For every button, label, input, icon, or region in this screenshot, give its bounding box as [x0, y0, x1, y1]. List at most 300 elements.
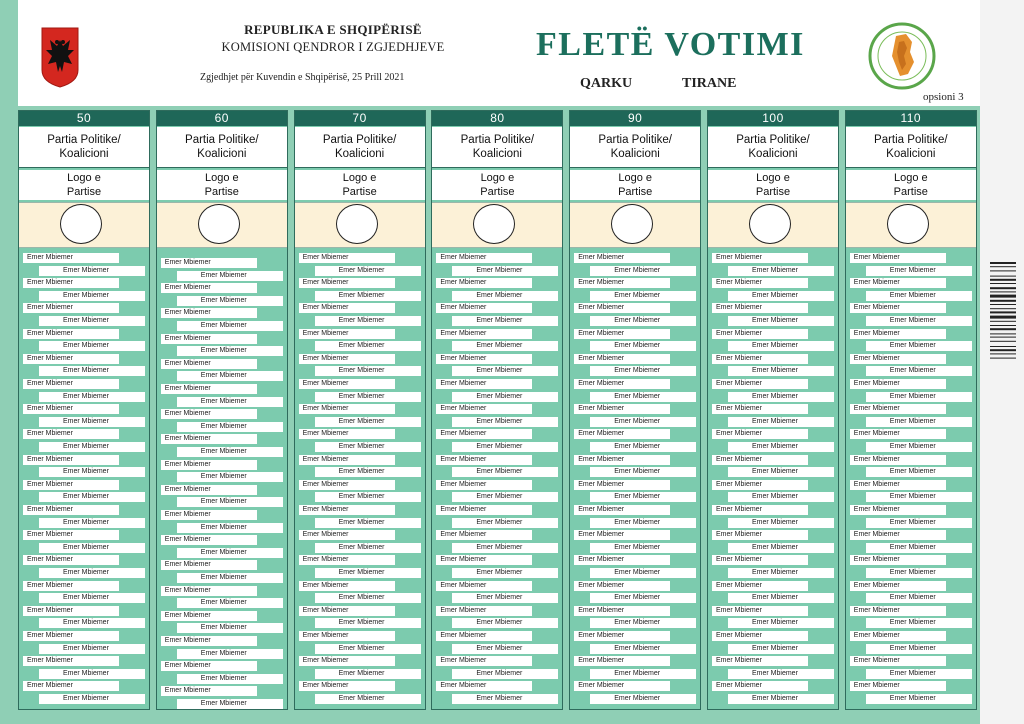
candidate-name[interactable]: Emer Mbiemer	[436, 505, 532, 515]
candidate-name[interactable]: Emer Mbiemer	[299, 303, 395, 313]
party-column	[569, 110, 701, 710]
candidate-name[interactable]: Emer Mbiemer	[452, 618, 558, 628]
candidate-name[interactable]: Emer Mbiemer	[177, 598, 283, 608]
candidate-name[interactable]: Emer Mbiemer	[315, 644, 421, 654]
candidate-name[interactable]: Emer Mbiemer	[39, 417, 145, 427]
candidate-name[interactable]: Emer Mbiemer	[315, 392, 421, 402]
candidate-name[interactable]: Emer Mbiemer	[177, 346, 283, 356]
candidate-name[interactable]: Emer Mbiemer	[866, 316, 972, 326]
candidate-name[interactable]: Emer Mbiemer	[866, 593, 972, 603]
candidate-name[interactable]: Emer Mbiemer	[39, 543, 145, 553]
candidate-name[interactable]: Emer Mbiemer	[299, 480, 395, 490]
candidate-name[interactable]: Emer Mbiemer	[23, 606, 119, 616]
candidate-name[interactable]: Emer Mbiemer	[39, 266, 145, 276]
candidate-name[interactable]: Emer Mbiemer	[590, 316, 696, 326]
party-name-text: Partia Politike/ Koalicioni	[47, 134, 121, 160]
candidate-name[interactable]: Emer Mbiemer	[39, 644, 145, 654]
candidate-name[interactable]: Emer Mbiemer	[850, 354, 946, 364]
party-column	[707, 110, 839, 710]
candidate-name[interactable]: Emer Mbiemer	[712, 581, 808, 591]
candidate-name[interactable]: Emer Mbiemer	[299, 555, 395, 565]
candidate-name[interactable]: Emer Mbiemer	[161, 636, 257, 646]
candidate-name[interactable]: Emer Mbiemer	[436, 606, 532, 616]
candidate-name[interactable]: Emer Mbiemer	[574, 656, 670, 666]
candidate-name[interactable]: Emer Mbiemer	[866, 417, 972, 427]
candidate-name[interactable]: Emer Mbiemer	[436, 581, 532, 591]
candidate-name[interactable]: Emer Mbiemer	[728, 568, 834, 578]
candidate-name[interactable]: Emer Mbiemer	[299, 505, 395, 515]
candidate-name[interactable]: Emer Mbiemer	[161, 384, 257, 394]
candidate-name[interactable]: Emer Mbiemer	[712, 404, 808, 414]
candidate-name[interactable]: Emer Mbiemer	[161, 510, 257, 520]
candidate-name[interactable]: Emer Mbiemer	[712, 480, 808, 490]
vote-area	[19, 202, 149, 248]
vote-circle[interactable]	[749, 204, 791, 244]
candidate-name[interactable]: Emer Mbiemer	[161, 283, 257, 293]
candidate-name[interactable]: Emer Mbiemer	[866, 518, 972, 528]
candidate-name[interactable]: Emer Mbiemer	[452, 669, 558, 679]
candidate-name[interactable]: Emer Mbiemer	[574, 303, 670, 313]
candidate-name[interactable]: Emer Mbiemer	[850, 253, 946, 263]
candidate-name[interactable]: Emer Mbiemer	[23, 329, 119, 339]
candidate-name[interactable]: Emer Mbiemer	[23, 656, 119, 666]
candidate-name[interactable]: Emer Mbiemer	[315, 618, 421, 628]
candidate-name[interactable]: Emer Mbiemer	[161, 258, 257, 268]
candidate-name[interactable]: Emer Mbiemer	[177, 674, 283, 684]
party-column	[431, 110, 563, 710]
candidate-name[interactable]: Emer Mbiemer	[436, 429, 532, 439]
candidate-name[interactable]: Emer Mbiemer	[299, 404, 395, 414]
candidate-name[interactable]: Emer Mbiemer	[23, 530, 119, 540]
candidate-name[interactable]: Emer Mbiemer	[161, 460, 257, 470]
candidate-name[interactable]: Emer Mbiemer	[712, 278, 808, 288]
candidate-name[interactable]: Emer Mbiemer	[177, 422, 283, 432]
candidate-name[interactable]: Emer Mbiemer	[177, 271, 283, 281]
candidate-name[interactable]: Emer Mbiemer	[161, 611, 257, 621]
party-column	[18, 110, 150, 710]
candidate-name[interactable]: Emer Mbiemer	[590, 568, 696, 578]
candidate-name[interactable]: Emer Mbiemer	[452, 492, 558, 502]
candidate-name[interactable]: Emer Mbiemer	[23, 455, 119, 465]
candidate-name[interactable]: Emer Mbiemer	[590, 442, 696, 452]
candidate-name[interactable]: Emer Mbiemer	[850, 530, 946, 540]
candidate-name[interactable]: Emer Mbiemer	[23, 404, 119, 414]
candidate-name[interactable]: Emer Mbiemer	[866, 492, 972, 502]
candidate-name[interactable]: Emer Mbiemer	[436, 278, 532, 288]
candidate-name[interactable]: Emer Mbiemer	[574, 429, 670, 439]
candidate-name[interactable]: Emer Mbiemer	[866, 618, 972, 628]
candidate-name[interactable]: Emer Mbiemer	[161, 586, 257, 596]
candidate-name[interactable]: Emer Mbiemer	[728, 492, 834, 502]
candidate-name[interactable]: Emer Mbiemer	[866, 266, 972, 276]
candidate-name[interactable]: Emer Mbiemer	[315, 366, 421, 376]
candidate-name[interactable]: Emer Mbiemer	[39, 518, 145, 528]
candidate-name[interactable]: Emer Mbiemer	[728, 417, 834, 427]
vote-area	[708, 202, 838, 248]
candidate-name[interactable]: Emer Mbiemer	[161, 308, 257, 318]
candidate-name[interactable]: Emer Mbiemer	[452, 593, 558, 603]
candidate-name[interactable]: Emer Mbiemer	[161, 409, 257, 419]
candidate-name[interactable]: Emer Mbiemer	[452, 366, 558, 376]
candidate-name[interactable]: Emer Mbiemer	[712, 455, 808, 465]
candidate-name[interactable]: Emer Mbiemer	[452, 467, 558, 477]
candidate-name[interactable]: Emer Mbiemer	[177, 397, 283, 407]
candidate-name[interactable]: Emer Mbiemer	[315, 291, 421, 301]
candidate-name[interactable]: Emer Mbiemer	[39, 392, 145, 402]
candidate-name[interactable]: Emer Mbiemer	[590, 266, 696, 276]
candidate-name[interactable]: Emer Mbiemer	[23, 303, 119, 313]
candidate-name[interactable]: Emer Mbiemer	[452, 266, 558, 276]
candidate-name[interactable]: Emer Mbiemer	[436, 631, 532, 641]
candidate-name[interactable]: Emer Mbiemer	[299, 329, 395, 339]
candidate-name[interactable]: Emer Mbiemer	[177, 548, 283, 558]
party-name-label	[432, 127, 562, 168]
candidate-name[interactable]: Emer Mbiemer	[39, 618, 145, 628]
candidate-name[interactable]: Emer Mbiemer	[315, 467, 421, 477]
candidate-name[interactable]: Emer Mbiemer	[866, 366, 972, 376]
vote-circle[interactable]	[336, 204, 378, 244]
candidate-name[interactable]: Emer Mbiemer	[712, 530, 808, 540]
candidate-name[interactable]: Emer Mbiemer	[452, 341, 558, 351]
candidate-name[interactable]: Emer Mbiemer	[299, 530, 395, 540]
candidate-name[interactable]: Emer Mbiemer	[712, 253, 808, 263]
candidate-name[interactable]: Emer Mbiemer	[315, 669, 421, 679]
candidate-name[interactable]: Emer Mbiemer	[436, 656, 532, 666]
candidate-name[interactable]: Emer Mbiemer	[436, 480, 532, 490]
candidate-name[interactable]: Emer Mbiemer	[728, 266, 834, 276]
candidate-name[interactable]: Emer Mbiemer	[177, 296, 283, 306]
candidate-name[interactable]: Emer Mbiemer	[452, 417, 558, 427]
party-number: 70	[295, 111, 425, 126]
candidate-name[interactable]: Emer Mbiemer	[177, 472, 283, 482]
candidate-name[interactable]: Emer Mbiemer	[712, 329, 808, 339]
candidate-name[interactable]: Emer Mbiemer	[866, 694, 972, 704]
candidate-name[interactable]: Emer Mbiemer	[177, 699, 283, 709]
candidate-name[interactable]: Emer Mbiemer	[161, 661, 257, 671]
vote-circle[interactable]	[611, 204, 653, 244]
candidate-name[interactable]: Emer Mbiemer	[23, 253, 119, 263]
issuer-block	[188, 22, 478, 55]
candidate-name[interactable]: Emer Mbiemer	[728, 518, 834, 528]
vote-circle[interactable]	[60, 204, 102, 244]
option-label: opsioni 3	[923, 91, 964, 103]
candidate-name[interactable]: Emer Mbiemer	[850, 505, 946, 515]
candidate-name[interactable]: Emer Mbiemer	[850, 656, 946, 666]
candidate-name[interactable]: Emer Mbiemer	[299, 429, 395, 439]
party-name-text: Partia Politike/ Koalicioni	[736, 134, 810, 160]
candidate-name[interactable]: Emer Mbiemer	[866, 568, 972, 578]
party-column	[845, 110, 977, 710]
candidate-name[interactable]: Emer Mbiemer	[436, 303, 532, 313]
candidate-name[interactable]: Emer Mbiemer	[315, 442, 421, 452]
qarku-label: QARKU	[580, 76, 633, 91]
candidate-name[interactable]: Emer Mbiemer	[590, 543, 696, 553]
candidate-name[interactable]: Emer Mbiemer	[850, 278, 946, 288]
candidate-name[interactable]: Emer Mbiemer	[299, 606, 395, 616]
candidate-name[interactable]: Emer Mbiemer	[728, 543, 834, 553]
candidate-name[interactable]: Emer Mbiemer	[315, 417, 421, 427]
candidate-name[interactable]: Emer Mbiemer	[299, 581, 395, 591]
candidate-name[interactable]: Emer Mbiemer	[590, 618, 696, 628]
candidate-name[interactable]: Emer Mbiemer	[850, 455, 946, 465]
candidate-name[interactable]: Emer Mbiemer	[728, 669, 834, 679]
candidate-name[interactable]: Emer Mbiemer	[728, 467, 834, 477]
candidate-name[interactable]: Emer Mbiemer	[315, 492, 421, 502]
candidate-name[interactable]: Emer Mbiemer	[299, 379, 395, 389]
candidate-name[interactable]: Emer Mbiemer	[177, 523, 283, 533]
candidate-name[interactable]: Emer Mbiemer	[574, 505, 670, 515]
ballot-title: FLETË VOTIMI	[536, 26, 805, 63]
candidate-name[interactable]: Emer Mbiemer	[39, 291, 145, 301]
party-number: 100	[708, 111, 838, 126]
candidate-name[interactable]: Emer Mbiemer	[712, 681, 808, 691]
candidate-name[interactable]: Emer Mbiemer	[177, 649, 283, 659]
candidate-name[interactable]: Emer Mbiemer	[39, 467, 145, 477]
party-number: 80	[432, 111, 562, 126]
candidate-name[interactable]: Emer Mbiemer	[161, 485, 257, 495]
party-name-label	[708, 127, 838, 168]
candidate-name[interactable]: Emer Mbiemer	[436, 681, 532, 691]
candidate-name[interactable]: Emer Mbiemer	[590, 593, 696, 603]
candidate-name[interactable]: Emer Mbiemer	[712, 303, 808, 313]
candidate-name[interactable]: Emer Mbiemer	[712, 379, 808, 389]
candidate-name[interactable]: Emer Mbiemer	[315, 543, 421, 553]
candidate-name[interactable]: Emer Mbiemer	[590, 669, 696, 679]
vote-area	[157, 202, 287, 248]
vote-area	[846, 202, 976, 248]
candidate-name[interactable]: Emer Mbiemer	[161, 560, 257, 570]
candidate-name[interactable]: Emer Mbiemer	[452, 518, 558, 528]
candidate-name[interactable]: Emer Mbiemer	[161, 334, 257, 344]
party-logo-text: Logo e Partise	[755, 172, 791, 198]
vote-area	[432, 202, 562, 248]
candidate-name[interactable]: Emer Mbiemer	[436, 253, 532, 263]
candidate-name[interactable]: Emer Mbiemer	[315, 316, 421, 326]
candidate-name[interactable]: Emer Mbiemer	[315, 341, 421, 351]
candidate-name[interactable]: Emer Mbiemer	[590, 417, 696, 427]
candidate-name[interactable]: Emer Mbiemer	[590, 392, 696, 402]
vote-area	[295, 202, 425, 248]
candidate-name[interactable]: Emer Mbiemer	[712, 606, 808, 616]
party-logo-text: Logo e Partise	[893, 172, 928, 198]
candidate-name[interactable]: Emer Mbiemer	[23, 354, 119, 364]
candidate-name[interactable]: Emer Mbiemer	[39, 593, 145, 603]
candidate-name[interactable]: Emer Mbiemer	[452, 291, 558, 301]
candidate-name[interactable]: Emer Mbiemer	[23, 505, 119, 515]
candidate-name[interactable]: Emer Mbiemer	[299, 631, 395, 641]
barcode-icon	[990, 262, 1016, 420]
candidate-name[interactable]: Emer Mbiemer	[850, 480, 946, 490]
party-logo-text: Logo e Partise	[66, 172, 102, 198]
candidate-name[interactable]: Emer Mbiemer	[299, 681, 395, 691]
candidate-name[interactable]: Emer Mbiemer	[436, 379, 532, 389]
candidate-name[interactable]: Emer Mbiemer	[574, 530, 670, 540]
candidate-name[interactable]: Emer Mbiemer	[23, 480, 119, 490]
candidate-name[interactable]: Emer Mbiemer	[23, 555, 119, 565]
candidate-name[interactable]: Emer Mbiemer	[452, 392, 558, 402]
candidate-name[interactable]: Emer Mbiemer	[161, 535, 257, 545]
candidate-name[interactable]: Emer Mbiemer	[590, 366, 696, 376]
party-number: 60	[157, 111, 287, 126]
candidate-name[interactable]: Emer Mbiemer	[452, 694, 558, 704]
party-name-label	[157, 127, 287, 168]
candidate-name[interactable]: Emer Mbiemer	[39, 492, 145, 502]
candidate-name[interactable]: Emer Mbiemer	[712, 354, 808, 364]
candidate-name[interactable]: Emer Mbiemer	[866, 442, 972, 452]
party-name-label	[846, 127, 976, 168]
candidate-name[interactable]: Emer Mbiemer	[866, 644, 972, 654]
candidate-name[interactable]: Emer Mbiemer	[23, 379, 119, 389]
candidate-name[interactable]: Emer Mbiemer	[850, 379, 946, 389]
candidate-name[interactable]: Emer Mbiemer	[315, 568, 421, 578]
candidate-name[interactable]: Emer Mbiemer	[590, 694, 696, 704]
candidate-name[interactable]: Emer Mbiemer	[315, 593, 421, 603]
candidate-name[interactable]: Emer Mbiemer	[728, 366, 834, 376]
ballot-header	[18, 0, 980, 106]
candidate-name[interactable]: Emer Mbiemer	[712, 429, 808, 439]
candidate-name[interactable]: Emer Mbiemer	[299, 354, 395, 364]
candidate-name[interactable]: Emer Mbiemer	[177, 447, 283, 457]
candidate-name[interactable]: Emer Mbiemer	[177, 623, 283, 633]
candidate-name[interactable]: Emer Mbiemer	[574, 681, 670, 691]
candidate-name[interactable]: Emer Mbiemer	[590, 467, 696, 477]
candidate-name[interactable]: Emer Mbiemer	[574, 455, 670, 465]
party-logo-label	[846, 170, 976, 200]
candidate-name[interactable]: Emer Mbiemer	[39, 442, 145, 452]
party-columns	[18, 110, 978, 710]
candidate-name[interactable]: Emer Mbiemer	[574, 606, 670, 616]
candidate-name[interactable]: Emer Mbiemer	[712, 555, 808, 565]
candidate-name[interactable]: Emer Mbiemer	[850, 631, 946, 641]
candidate-name[interactable]: Emer Mbiemer	[574, 581, 670, 591]
candidate-name[interactable]: Emer Mbiemer	[574, 329, 670, 339]
candidate-name[interactable]: Emer Mbiemer	[452, 568, 558, 578]
candidate-name[interactable]: Emer Mbiemer	[299, 656, 395, 666]
vote-circle[interactable]	[887, 204, 929, 244]
vote-circle[interactable]	[198, 204, 240, 244]
candidate-name[interactable]: Emer Mbiemer	[23, 429, 119, 439]
party-name-label	[295, 127, 425, 168]
candidate-name[interactable]: Emer Mbiemer	[452, 543, 558, 553]
candidate-name[interactable]: Emer Mbiemer	[436, 354, 532, 364]
candidate-name[interactable]: Emer Mbiemer	[866, 291, 972, 301]
candidate-name[interactable]: Emer Mbiemer	[850, 606, 946, 616]
candidate-name[interactable]: Emer Mbiemer	[850, 303, 946, 313]
candidate-name[interactable]: Emer Mbiemer	[299, 253, 395, 263]
candidate-name[interactable]: Emer Mbiemer	[866, 543, 972, 553]
candidate-name[interactable]: Emer Mbiemer	[23, 631, 119, 641]
candidate-name[interactable]: Emer Mbiemer	[452, 644, 558, 654]
candidate-name[interactable]: Emer Mbiemer	[728, 316, 834, 326]
candidate-name[interactable]: Emer Mbiemer	[850, 404, 946, 414]
candidate-name[interactable]: Emer Mbiemer	[574, 404, 670, 414]
candidate-name[interactable]: Emer Mbiemer	[299, 455, 395, 465]
candidate-name[interactable]: Emer Mbiemer	[39, 694, 145, 704]
candidate-name[interactable]: Emer Mbiemer	[850, 581, 946, 591]
candidate-name[interactable]: Emer Mbiemer	[728, 593, 834, 603]
candidate-name[interactable]: Emer Mbiemer	[161, 434, 257, 444]
candidate-name[interactable]: Emer Mbiemer	[866, 467, 972, 477]
candidate-name[interactable]: Emer Mbiemer	[315, 518, 421, 528]
candidate-name[interactable]: Emer Mbiemer	[712, 505, 808, 515]
candidate-name[interactable]: Emer Mbiemer	[177, 371, 283, 381]
candidate-name[interactable]: Emer Mbiemer	[23, 681, 119, 691]
candidate-name[interactable]: Emer Mbiemer	[177, 497, 283, 507]
candidate-name[interactable]: Emer Mbiemer	[452, 442, 558, 452]
candidate-name[interactable]: Emer Mbiemer	[728, 291, 834, 301]
candidate-name[interactable]: Emer Mbiemer	[574, 354, 670, 364]
party-name-text: Partia Politike/ Koalicioni	[185, 134, 259, 160]
candidate-name[interactable]: Emer Mbiemer	[850, 681, 946, 691]
candidate-name[interactable]: Emer Mbiemer	[590, 341, 696, 351]
candidate-name[interactable]: Emer Mbiemer	[728, 644, 834, 654]
candidate-name[interactable]: Emer Mbiemer	[39, 366, 145, 376]
candidate-name[interactable]: Emer Mbiemer	[728, 442, 834, 452]
candidate-name[interactable]: Emer Mbiemer	[866, 341, 972, 351]
party-name-label	[570, 127, 700, 168]
candidate-name[interactable]: Emer Mbiemer	[39, 341, 145, 351]
candidate-name[interactable]: Emer Mbiemer	[728, 392, 834, 402]
candidate-name[interactable]: Emer Mbiemer	[574, 480, 670, 490]
candidate-name[interactable]: Emer Mbiemer	[574, 379, 670, 389]
candidate-name[interactable]: Emer Mbiemer	[590, 492, 696, 502]
candidate-name[interactable]: Emer Mbiemer	[574, 555, 670, 565]
candidate-name[interactable]: Emer Mbiemer	[850, 429, 946, 439]
candidate-name[interactable]: Emer Mbiemer	[161, 359, 257, 369]
candidate-name[interactable]: Emer Mbiemer	[23, 581, 119, 591]
candidate-name[interactable]: Emer Mbiemer	[436, 530, 532, 540]
candidate-name[interactable]: Emer Mbiemer	[850, 329, 946, 339]
candidate-name[interactable]: Emer Mbiemer	[39, 316, 145, 326]
candidate-name[interactable]: Emer Mbiemer	[728, 618, 834, 628]
candidate-name[interactable]: Emer Mbiemer	[299, 278, 395, 288]
kqz-logo-icon	[866, 22, 938, 90]
candidate-name[interactable]: Emer Mbiemer	[728, 694, 834, 704]
candidate-name[interactable]: Emer Mbiemer	[866, 669, 972, 679]
candidate-name[interactable]: Emer Mbiemer	[315, 266, 421, 276]
candidate-name[interactable]: Emer Mbiemer	[39, 568, 145, 578]
candidate-name[interactable]: Emer Mbiemer	[436, 555, 532, 565]
candidate-name[interactable]: Emer Mbiemer	[436, 455, 532, 465]
party-logo-label	[570, 170, 700, 200]
candidate-name[interactable]: Emer Mbiemer	[712, 656, 808, 666]
candidate-name[interactable]: Emer Mbiemer	[574, 631, 670, 641]
candidate-name[interactable]: Emer Mbiemer	[177, 573, 283, 583]
candidate-name[interactable]: Emer Mbiemer	[436, 404, 532, 414]
candidate-name[interactable]: Emer Mbiemer	[315, 694, 421, 704]
vote-circle[interactable]	[473, 204, 515, 244]
party-name-text: Partia Politike/ Koalicioni	[460, 134, 535, 160]
candidate-name[interactable]: Emer Mbiemer	[590, 518, 696, 528]
party-logo-text: Logo e Partise	[480, 172, 515, 198]
candidate-name[interactable]: Emer Mbiemer	[850, 555, 946, 565]
candidate-name[interactable]: Emer Mbiemer	[712, 631, 808, 641]
candidate-name[interactable]: Emer Mbiemer	[39, 669, 145, 679]
candidate-name[interactable]: Emer Mbiemer	[436, 329, 532, 339]
candidate-name[interactable]: Emer Mbiemer	[452, 316, 558, 326]
candidate-name[interactable]: Emer Mbiemer	[574, 278, 670, 288]
party-name-label	[19, 127, 149, 168]
candidate-name[interactable]: Emer Mbiemer	[590, 291, 696, 301]
albania-emblem-icon	[40, 26, 80, 88]
candidate-name[interactable]: Emer Mbiemer	[590, 644, 696, 654]
candidate-name[interactable]: Emer Mbiemer	[866, 392, 972, 402]
candidate-name[interactable]: Emer Mbiemer	[574, 253, 670, 263]
candidate-name[interactable]: Emer Mbiemer	[161, 686, 257, 696]
candidate-name[interactable]: Emer Mbiemer	[728, 341, 834, 351]
candidate-name[interactable]: Emer Mbiemer	[23, 278, 119, 288]
candidate-name[interactable]: Emer Mbiemer	[177, 321, 283, 331]
